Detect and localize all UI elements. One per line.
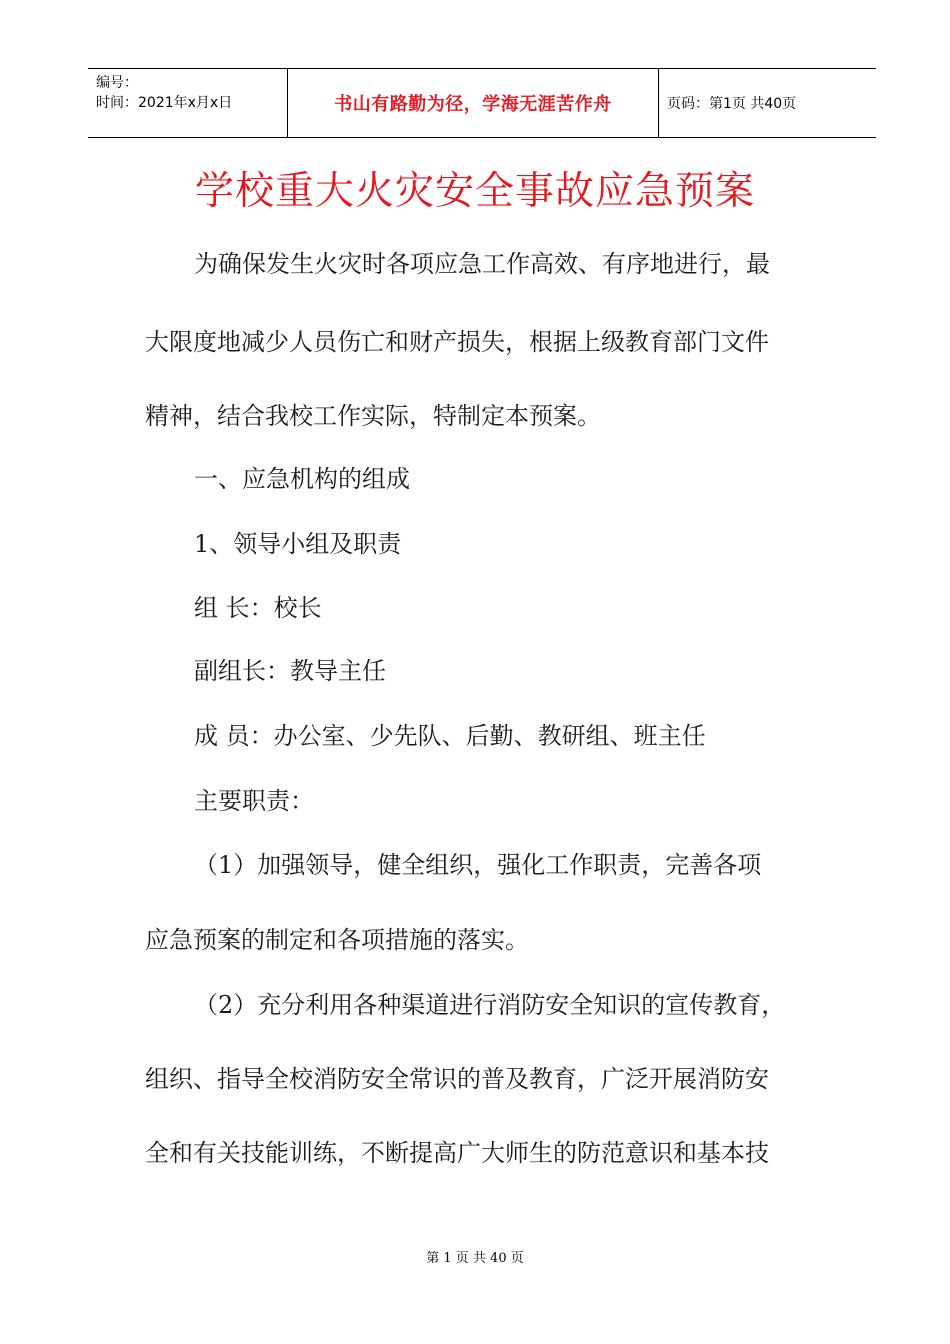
document-header — [88, 68, 876, 138]
body-line: （1）加强领导，健全组织，强化工作职责，完善各项 — [194, 851, 762, 879]
page-footer: 第 1 页 共 40 页 — [426, 1251, 524, 1266]
body-line: 成 员：办公室、少先队、后勤、教研组、班主任 — [194, 722, 706, 750]
body-line: 大限度地减少人员伤亡和财产损失，根据上级教育部门文件 — [145, 328, 769, 356]
body-line: 精神，结合我校工作实际，特制定本预案。 — [145, 402, 601, 430]
body-line: 组 长：校长 — [194, 594, 322, 622]
subsection-heading: 1、领导小组及职责 — [194, 530, 402, 558]
body-line: 主要职责： — [194, 787, 314, 815]
header-meta-cell — [88, 69, 287, 137]
body-line: 为确保发生火灾时各项应急工作高效、有序地进行，最 — [194, 250, 770, 278]
body-line: 组织、指导全校消防安全常识的普及教育，广泛开展消防安 — [145, 1065, 769, 1093]
header-motto-cell — [287, 69, 659, 137]
header-page-cell — [659, 69, 876, 137]
section-heading: 一、应急机构的组成 — [194, 465, 410, 493]
document-time-label: 时间：2021年x月x日 — [96, 95, 233, 111]
body-line: 副组长：教导主任 — [194, 657, 386, 685]
document-number-label: 编号： — [96, 75, 138, 91]
header-motto: 书山有路勤为径，学海无涯苦作舟 — [334, 94, 612, 115]
header-page-label: 页码：第1页 共40页 — [667, 96, 797, 112]
body-line: （2）充分利用各种渠道进行消防安全知识的宣传教育， — [194, 991, 786, 1019]
body-line: 应急预案的制定和各项措施的落实。 — [145, 926, 529, 954]
body-line: 全和有关技能训练，不断提高广大师生的防范意识和基本技 — [145, 1139, 769, 1167]
document-title: 学校重大火灾安全事故应急预案 — [194, 169, 755, 214]
